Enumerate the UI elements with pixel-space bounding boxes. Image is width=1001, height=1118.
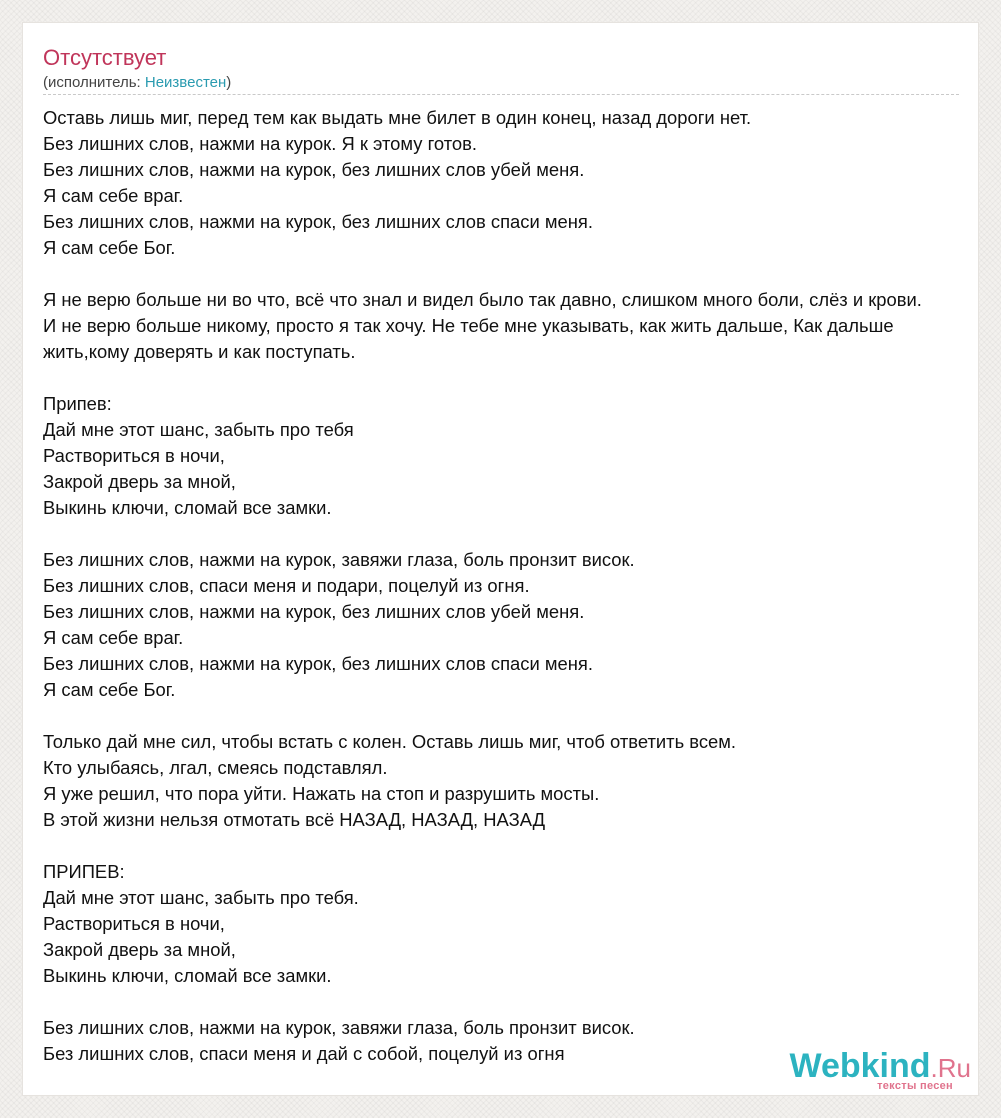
lyric-line: Кто улыбаясь, лгал, смеясь подставлял. (43, 757, 388, 778)
lyric-line: Закрой дверь за мной, (43, 471, 236, 492)
lyric-line: Оставь лишь миг, перед тем как выдать мне билет в один конец, назад дороги нет. (43, 107, 752, 128)
lyric-line: Дай мне этот шанс, забыть про тебя (43, 419, 354, 440)
lyric-line (43, 521, 1001, 547)
lyric-line: Без лишних слов, нажми на курок. Я к этому готов. (43, 133, 478, 154)
lyric-line (43, 703, 1001, 729)
lyric-line: Только дай мне сил, чтобы встать с колен. Оставь лишь миг, чтоб ответить всем. (43, 731, 737, 752)
lyric-line (43, 261, 1001, 287)
lyric-line: Без лишних слов, нажми на курок, завяжи глаза, боль пронзит висок. (43, 1017, 635, 1038)
song-title: Отсутствует (43, 45, 167, 70)
lyric-line: Без лишних слов, спаси меня и дай с собой, поцелуй из огня (43, 1043, 565, 1064)
lyric-line: Без лишних слов, спаси меня и подари, поцелуй из огня. (43, 575, 530, 596)
lyric-line: Дай мне этот шанс, забыть про тебя. (43, 887, 359, 908)
lyric-line: Без лишних слов, нажми на курок, без лишних слов убей меня. (43, 601, 585, 622)
lyric-line: Я сам себе Бог. (43, 237, 176, 258)
lyric-line: Выкинь ключи, сломай все замки. (43, 497, 332, 518)
artist-suffix: ) (226, 74, 232, 91)
lyric-line: Я сам себе враг. (43, 185, 184, 206)
lyric-line: Закрой дверь за мной, (43, 939, 236, 960)
logo-tagline: тексты песен (877, 1080, 953, 1092)
site-logo[interactable] (775, 1047, 971, 1093)
lyric-line: Без лишних слов, нажми на курок, без лишних слов спаси меня. (43, 653, 593, 674)
lyric-line: Припев: (43, 393, 112, 414)
lyric-line: ПРИПЕВ: (43, 861, 125, 882)
lyric-line: Я сам себе враг. (43, 627, 184, 648)
lyric-line: Я не верю больше ни во что, всё что знал и видел было так давно, слишком много боли, слёз и крови. (43, 289, 922, 310)
lyric-line (43, 989, 1001, 1015)
lyric-line: Я уже решил, что пора уйти. Нажать на стоп и разрушить мосты. (43, 783, 600, 804)
lyric-line: Без лишних слов, нажми на курок, без лишних слов убей меня. (43, 159, 585, 180)
logo-main-text: Webkind (789, 1047, 931, 1085)
lyric-line (43, 365, 1001, 391)
lyrics-body (43, 105, 1001, 1067)
lyric-line: Без лишних слов, нажми на курок, завяжи глаза, боль пронзит висок. (43, 549, 635, 570)
lyrics-card (22, 22, 979, 1096)
logo-suffix-text: .Ru (930, 1053, 971, 1083)
title-divider (43, 94, 959, 95)
artist-prefix: (исполнитель: (43, 74, 145, 91)
lyric-line (43, 833, 1001, 859)
lyric-line: Раствориться в ночи, (43, 445, 225, 466)
lyric-line: В этой жизни нельзя отмотать всё НАЗАД, НАЗАД, НАЗАД (43, 809, 546, 830)
artist-link[interactable]: Неизвестен (144, 74, 227, 91)
artist-line (43, 74, 231, 92)
lyric-line: Без лишних слов, нажми на курок, без лишних слов спаси меня. (43, 211, 593, 232)
lyric-line: Раствориться в ночи, (43, 913, 225, 934)
lyric-line: И не верю больше никому, просто я так хочу. Не тебе мне указывать, как жить дальше, Как дальше (43, 315, 894, 336)
lyric-line: Я сам себе Бог. (43, 679, 176, 700)
lyric-line: жить,кому доверять и как поступать. (43, 341, 356, 362)
lyric-line: Выкинь ключи, сломай все замки. (43, 965, 332, 986)
